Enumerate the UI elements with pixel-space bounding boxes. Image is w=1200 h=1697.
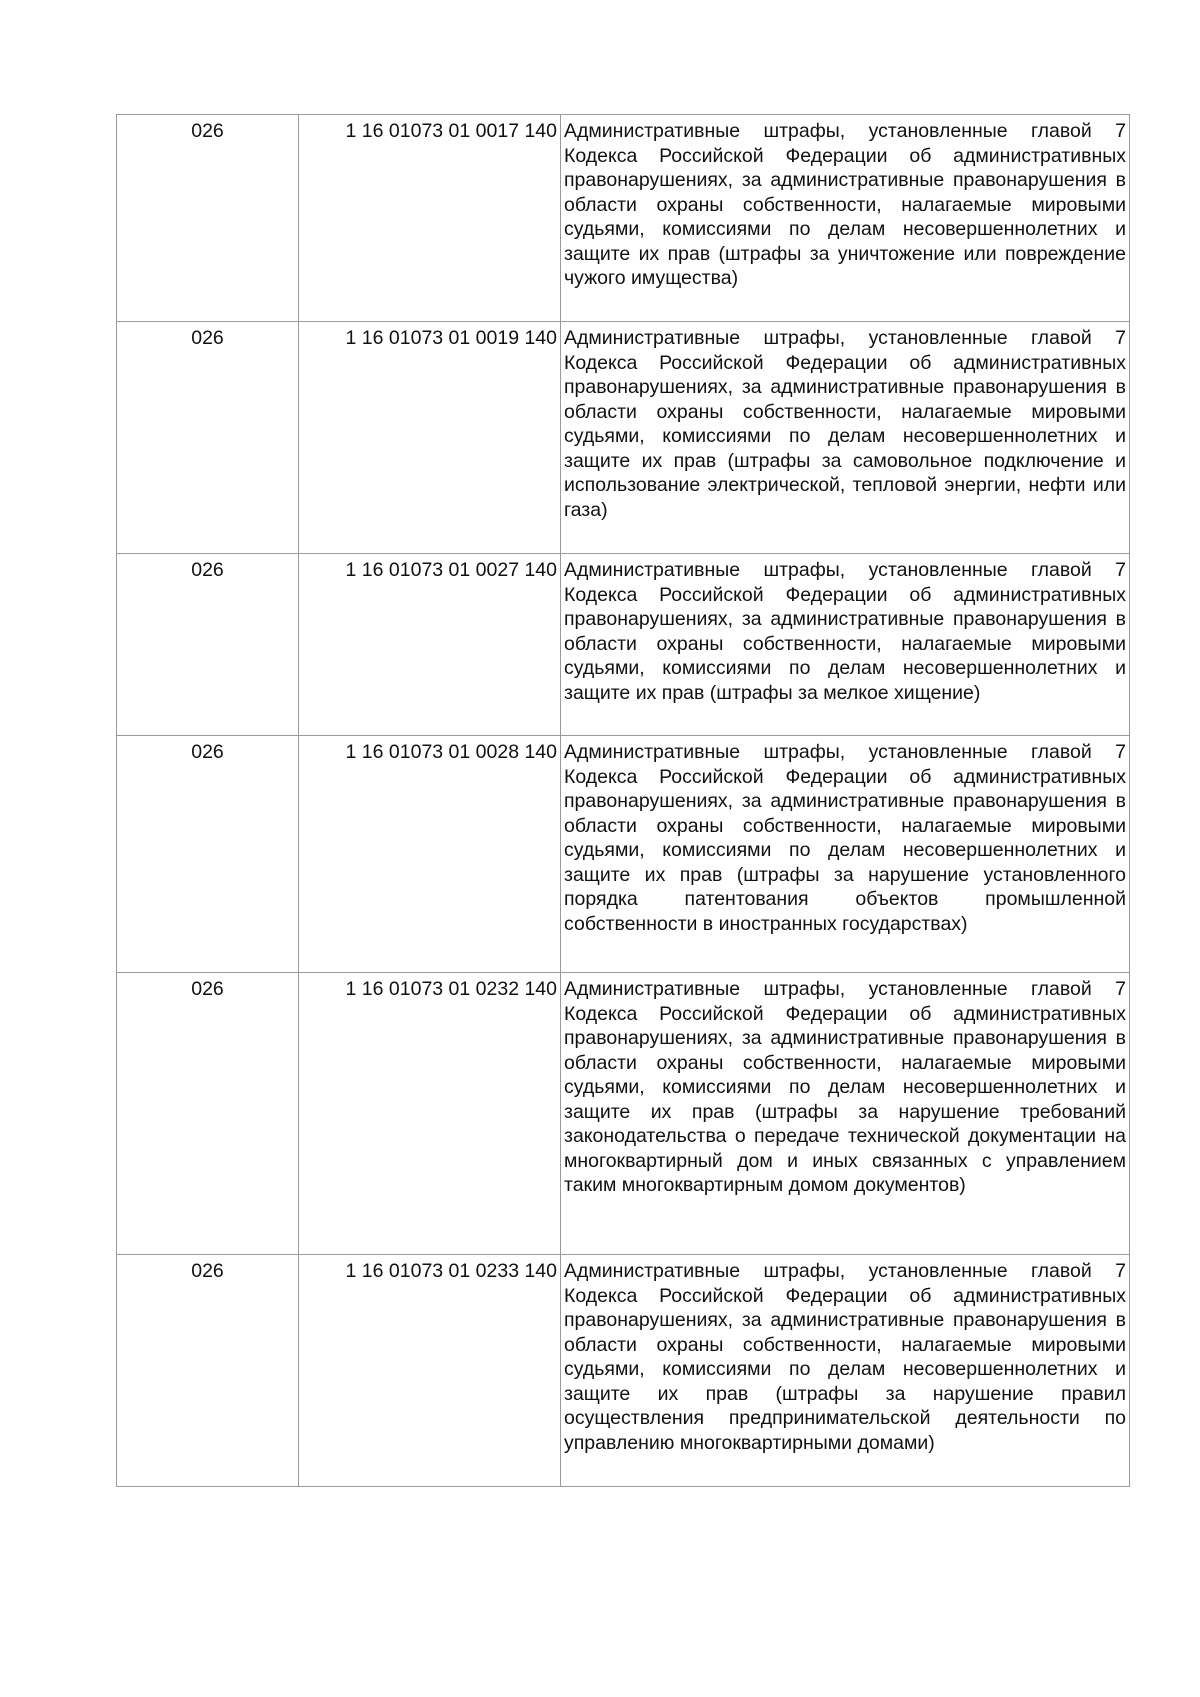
description-cell: Административные штрафы, установленные главой 7 Кодекса Российской Федерации об административных правонарушениях, за административные правонарушения в области охраны собственности, налагаемые мировыми судьями, комиссиями по делам несовершеннолетних и защите их прав (штрафы за нарушение требований законодательства о передаче технической документации на многоквартирный дом и иных связанных с управлением таким многоквартирным домом документов)	[561, 973, 1130, 1255]
table-row	[117, 736, 1130, 973]
admin-code-cell: 026	[117, 736, 299, 973]
table-row	[117, 1255, 1130, 1487]
admin-code-cell: 026	[117, 322, 299, 554]
table-row	[117, 115, 1130, 322]
table-row	[117, 973, 1130, 1255]
kbk-code-cell: 1 16 01073 01 0017 140	[299, 115, 561, 322]
kbk-code-cell: 1 16 01073 01 0027 140	[299, 554, 561, 736]
kbk-code-cell: 1 16 01073 01 0019 140	[299, 322, 561, 554]
admin-code-cell: 026	[117, 1255, 299, 1487]
table-row	[117, 554, 1130, 736]
description-cell: Административные штрафы, установленные главой 7 Кодекса Российской Федерации об административных правонарушениях, за административные правонарушения в области охраны собственности, налагаемые мировыми судьями, комиссиями по делам несовершеннолетних и защите их прав (штрафы за уничтожение или повреждение чужого имущества)	[561, 115, 1130, 322]
description-cell: Административные штрафы, установленные главой 7 Кодекса Российской Федерации об административных правонарушениях, за административные правонарушения в области охраны собственности, налагаемые мировыми судьями, комиссиями по делам несовершеннолетних и защите их прав (штрафы за нарушение установленного порядка патентования объектов промышленной собственности в иностранных государствах)	[561, 736, 1130, 973]
description-cell: Административные штрафы, установленные главой 7 Кодекса Российской Федерации об административных правонарушениях, за административные правонарушения в области охраны собственности, налагаемые мировыми судьями, комиссиями по делам несовершеннолетних и защите их прав (штрафы за самовольное подключение и использование электрической, тепловой энергии, нефти или газа)	[561, 322, 1130, 554]
kbk-code-cell: 1 16 01073 01 0028 140	[299, 736, 561, 973]
admin-code-cell: 026	[117, 973, 299, 1255]
kbk-code-cell: 1 16 01073 01 0233 140	[299, 1255, 561, 1487]
description-cell: Административные штрафы, установленные главой 7 Кодекса Российской Федерации об административных правонарушениях, за административные правонарушения в области охраны собственности, налагаемые мировыми судьями, комиссиями по делам несовершеннолетних и защите их прав (штрафы за мелкое хищение)	[561, 554, 1130, 736]
admin-code-cell: 026	[117, 115, 299, 322]
budget-codes-table	[116, 114, 1130, 1487]
table-row	[117, 322, 1130, 554]
admin-code-cell: 026	[117, 554, 299, 736]
kbk-code-cell: 1 16 01073 01 0232 140	[299, 973, 561, 1255]
description-cell: Административные штрафы, установленные главой 7 Кодекса Российской Федерации об административных правонарушениях, за административные правонарушения в области охраны собственности, налагаемые мировыми судьями, комиссиями по делам несовершеннолетних и защите их прав (штрафы за нарушение правил осуществления предпринимательской деятельности по управлению многоквартирными домами)	[561, 1255, 1130, 1487]
